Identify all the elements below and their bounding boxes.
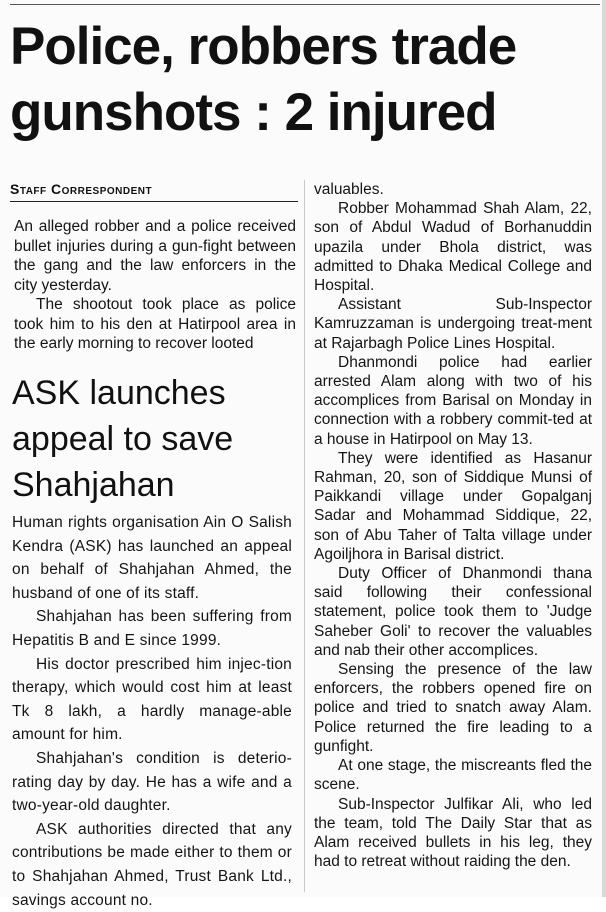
brief-paragraph: His doctor prescribed him injec-tion therapy, which would cost him at least Tk 8 lakh, a hardly manage-able amount for him.: [12, 655, 292, 744]
brief-paragraph: ASK authorities directed that any contributions be made either to them or to Shahjahan Ahmed, Trust Bank Ltd., savings account no.: [12, 820, 292, 909]
column-divider: [304, 180, 305, 892]
article-paragraph: They were identified as Hasanur Rahman, 20, son of Siddique Munsi of Paikkandi village under Gopalganj Sadar and Mohammad Siddique, 22, son of Abu Taher of Talta village under Agoiljhora in Barisal district.: [314, 449, 592, 563]
brief-paragraph: Human rights organisation Ain O Salish Kendra (ASK) has launched an appeal on behalf of Shahjahan Ahmed, the husband of one of its staff.: [12, 514, 292, 602]
brief-headline-line-1: ASK launches: [12, 374, 226, 412]
byline: Staff Correspondent: [10, 181, 298, 202]
brief-headline-line-3: Shahjahan: [12, 466, 175, 504]
top-rule: [10, 0, 600, 5]
article-paragraph: Duty Officer of Dhanmondi thana said following their confessional statement, police took them to 'Judge Saheber Goli' to recover the valuables and nab their other accomplices.: [314, 565, 592, 659]
main-headline: [10, 14, 602, 146]
main-headline-line-2: gunshots : 2 injured: [10, 83, 497, 142]
brief-paragraph: Shahjahan's condition is deterio-rating day by day. He has a wife and a two-year-old daughter.: [12, 749, 292, 815]
brief-headline-line-2: appeal to save: [12, 420, 234, 458]
page-edge-shadow: [602, 0, 606, 897]
brief-headline: [12, 370, 302, 508]
article-right-column: [314, 180, 592, 871]
article-paragraph: valuables.: [314, 181, 384, 198]
article-paragraph: Robber Mohammad Shah Alam, 22, son of Abdul Wadud of Borhanuddin upazila under Bhola district, was admitted to Dhaka Medical College and Hospital.: [314, 200, 592, 295]
article-paragraph: An alleged robber and a police received bullet injuries during a gun-fight between the gang and the law enforcers in the city yesterday.: [14, 218, 296, 294]
article-left-column: [14, 217, 296, 354]
article-paragraph: At one stage, the miscreants fled the scene.: [314, 757, 592, 794]
brief-paragraph: Shahjahan has been suffering from Hepatitis B and E since 1999.: [12, 608, 292, 649]
main-headline-line-1: Police, robbers trade: [10, 17, 517, 76]
article-paragraph: Sub-Inspector Julfikar Ali, who led the team, told The Daily Star that as Alam received bullets in his leg, they had to retreat without raiding the den.: [314, 795, 592, 871]
article-paragraph: Assistant Sub-Inspector Kamruzzaman is undergoing treat-ment at Rajarbagh Police Lines Hospital.: [314, 296, 592, 352]
article-paragraph: Sensing the presence of the law enforcers, the robbers opened fire on police and tried to snatch away Alam. Police returned the fire leading to a gunfight.: [314, 661, 592, 755]
article-paragraph: Dhanmondi police had earlier arrested Alam along with two of his accomplices from Barisal on Monday in connection with a robbery commit-ted at a house in Hatirpool on May 13.: [314, 353, 592, 448]
article-paragraph: The shootout took place as police took him to his den at Hatirpool area in the early morning to recover looted: [14, 296, 296, 352]
brief-body: [12, 511, 292, 912]
